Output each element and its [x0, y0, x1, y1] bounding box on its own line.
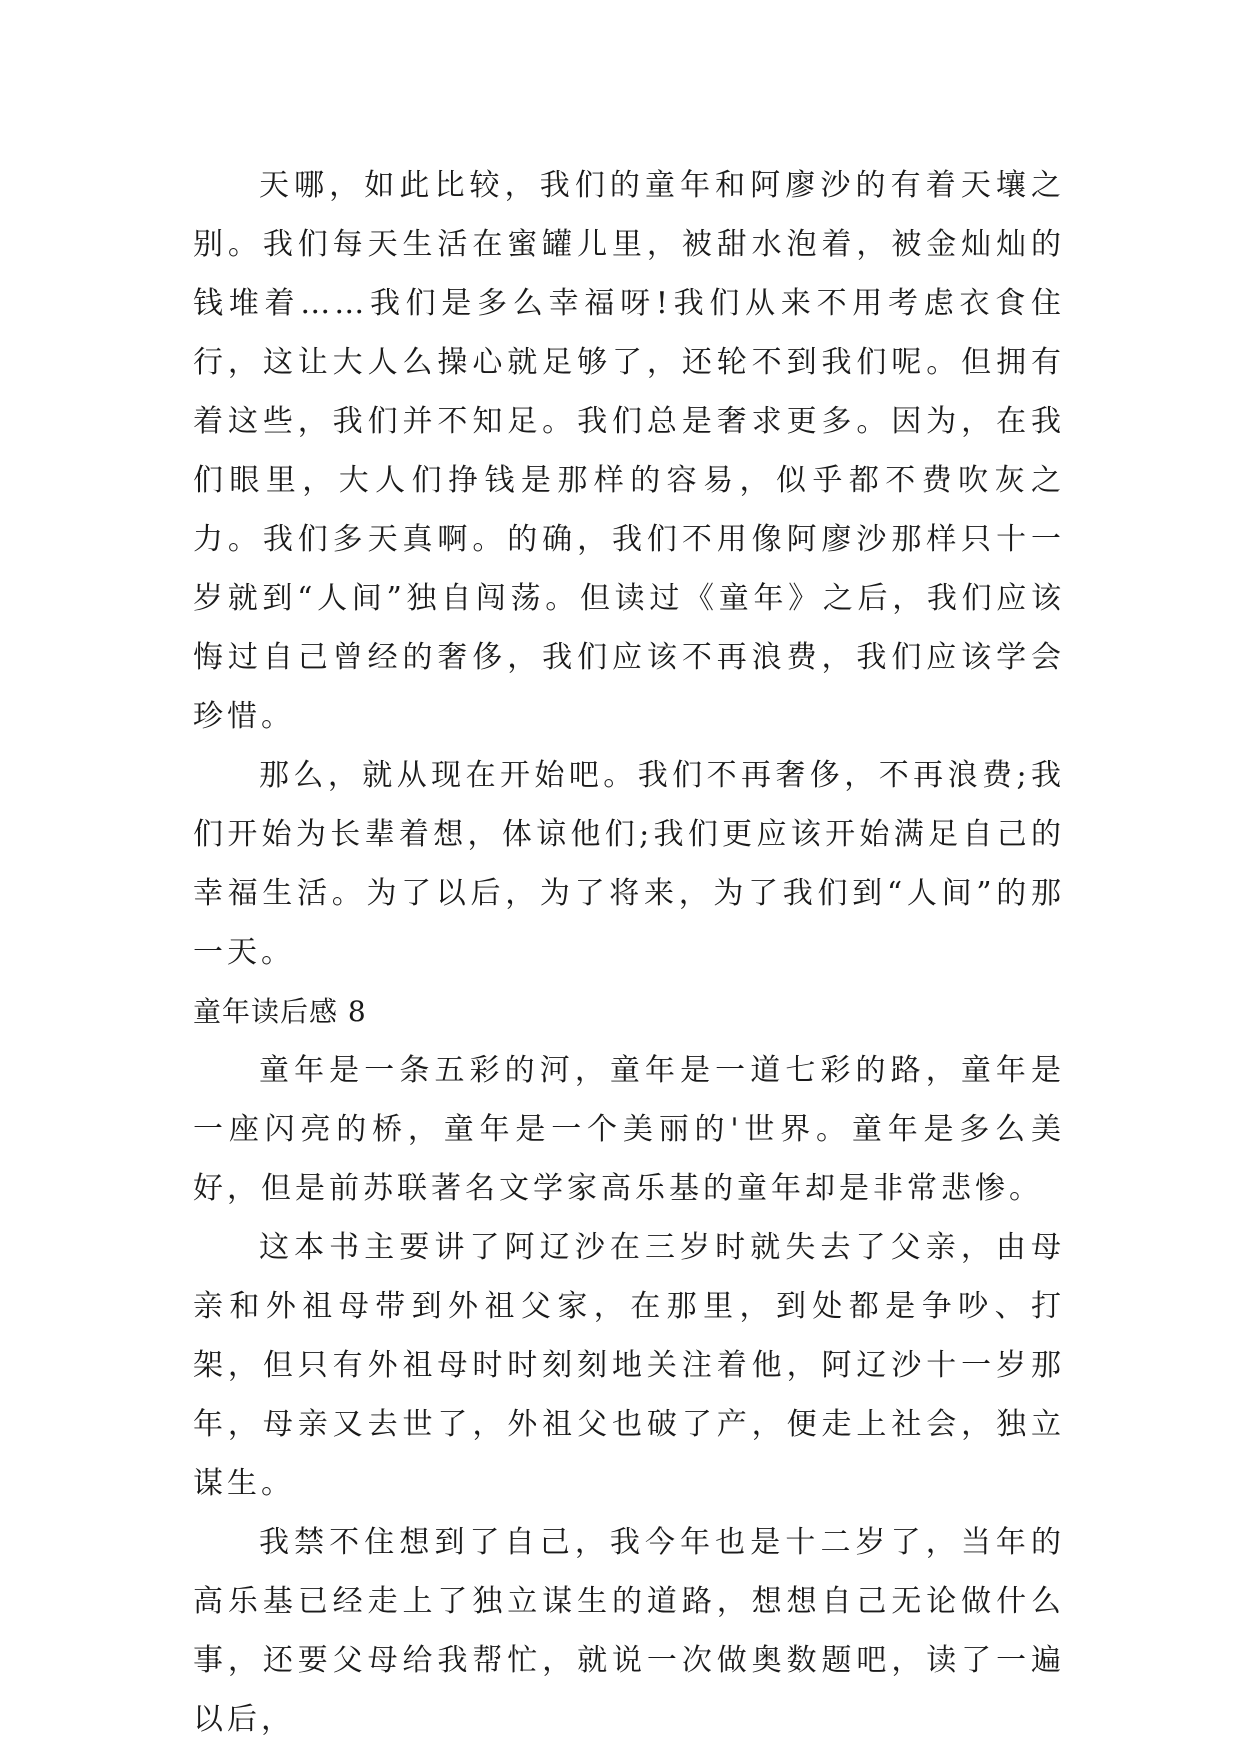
paragraph-comparison: 天哪，如此比较，我们的童年和阿廖沙的有着天壤之别。我们每天生活在蜜罐儿里，被甜水泡着，被金灿灿的钱堆着……我们是多么幸福呀!我们从来不用考虑衣食住行，这让大人么操心就足够了，还轮不到我们呢。但拥有着这些，我们并不知足。我们总是奢求更多。因为，在我们眼里，大人们挣钱是那样的容易，似乎都不费吹灰之力。我们多天真啊。的确，我们不用像阿廖沙那样只十一岁就到“人间”独自闯荡。但读过《童年》之后，我们应该悔过自己曾经的奢侈，我们应该不再浪费，我们应该学会珍惜。: [193, 168, 1065, 734]
paragraph-book-summary: 这本书主要讲了阿辽沙在三岁时就失去了父亲，由母亲和外祖母带到外祖父家，在那里，到处都是争吵、打架，但只有外祖母时时刻刻地关注着他，阿辽沙十一岁那年，母亲又去世了，外祖父也破了产，便走上社会，独立谋生。: [193, 1230, 1065, 1501]
section-heading: 童年读后感 8: [193, 995, 367, 1028]
paragraph-resolution: 那么，就从现在开始吧。我们不再奢侈，不再浪费;我们开始为长辈着想，体谅他们;我们更应该开始满足自己的幸福生活。为了以后，为了将来，为了我们到“人间”的那一天。: [193, 758, 1065, 970]
paragraph-childhood-river: 童年是一条五彩的河，童年是一道七彩的路，童年是一座闪亮的桥，童年是一个美丽的'世界。童年是多么美好，但是前苏联著名文学家高乐基的童年却是非常悲惨。: [193, 1053, 1065, 1206]
document-page: [193, 156, 1065, 1749]
paragraph-self-reflection: 我禁不住想到了自己，我今年也是十二岁了，当年的高乐基已经走上了独立谋生的道路，想想自己无论做什么事，还要父母给我帮忙，就说一次做奥数题吧，读了一遍以后，: [193, 1525, 1065, 1737]
